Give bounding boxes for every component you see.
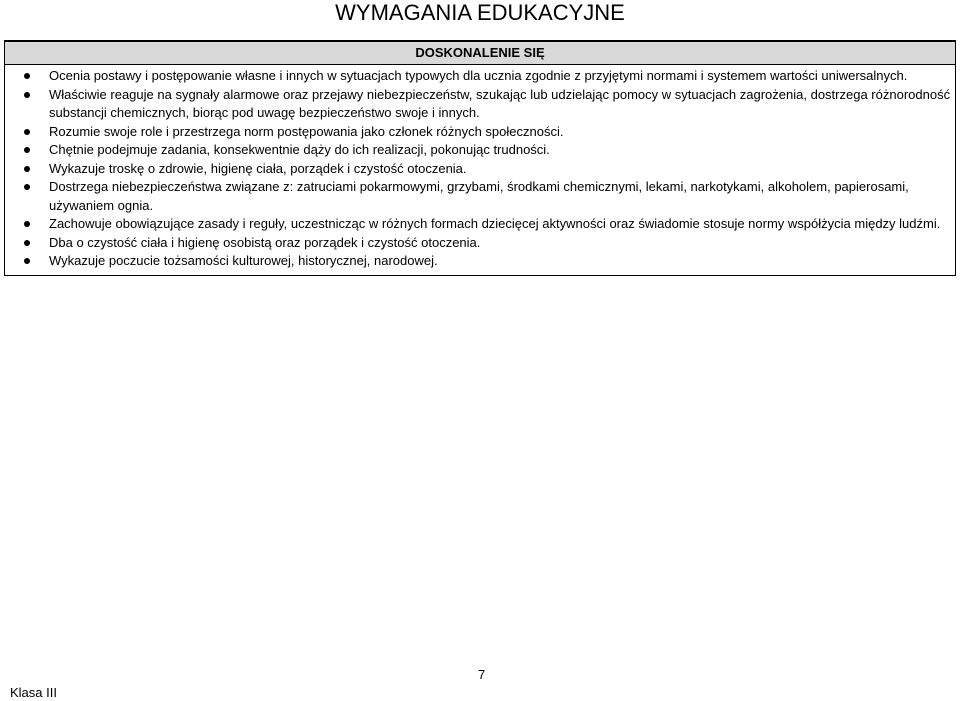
list-item: [5, 160, 951, 179]
list-item: [5, 67, 951, 86]
requirements-table: [4, 40, 956, 276]
list-item: [5, 178, 951, 215]
bullet-list: [5, 65, 955, 275]
list-item: [5, 215, 951, 234]
section-header: DOSKONALENIE SIĘ: [5, 40, 955, 65]
list-item-text: Rozumie swoje role i przestrzega norm postępowania jako członek różnych społeczności.: [49, 123, 564, 139]
list-item-text: Wykazuje troskę o zdrowie, higienę ciała, porządek i czystość otoczenia.: [49, 160, 467, 176]
list-item: [5, 252, 951, 271]
bullet-icon: [24, 221, 30, 227]
list-item-text: Dba o czystość ciała i higienę osobistą oraz porządek i czystość otoczenia.: [49, 234, 481, 250]
list-item-text: Chętnie podejmuje zadania, konsekwentnie dąży do ich realizacji, pokonując trudności.: [49, 142, 550, 157]
bullet-icon: [24, 166, 30, 172]
bullet-icon: [24, 92, 30, 98]
bullet-icon: [24, 129, 30, 135]
list-item-text: Ocenia postawy i postępowanie własne i innych w sytuacjach typowych dla ucznia zgodnie z przyjętymi normami i systemem wartości uniwersalnych.: [49, 68, 908, 83]
document-title: WYMAGANIA EDUKACYJNE: [335, 0, 625, 25]
bullet-icon: [24, 147, 30, 153]
bullet-icon: [24, 73, 30, 79]
list-item-text: Właściwie reaguje na sygnały alarmowe oraz przejawy niebezpieczeństw, szukając lub udzielając pomocy w sytuacjach zagrożenia, dostrzega różnorodność substancji chemicznych, biorąc pod uwagę bezpieczeństwo swoje i innych.: [49, 86, 951, 120]
list-item: [5, 141, 951, 160]
bullet-icon: [24, 258, 30, 264]
list-item-text: Zachowuje obowiązujące zasady i reguły, uczestnicząc w różnych formach dziecięcej aktywności oraz świadomie stosuje normy współżycia między ludźmi.: [49, 216, 941, 231]
bullet-icon: [24, 240, 30, 246]
list-item-text: Wykazuje poczucie tożsamości kulturowej, historycznej, narodowej.: [49, 253, 438, 268]
bullet-icon: [24, 184, 30, 190]
list-item: [5, 86, 951, 123]
list-item: [5, 234, 951, 253]
list-item: [5, 123, 951, 142]
list-item-text: Dostrzega niebezpieczeństwa związane z: zatruciami pokarmowymi, grzybami, środkami chemicznymi, lekami, narkotykami, alkoholem, papierosami, używaniem ognia.: [49, 179, 909, 213]
page-number: 7: [478, 667, 486, 682]
class-label: Klasa III: [10, 685, 57, 700]
